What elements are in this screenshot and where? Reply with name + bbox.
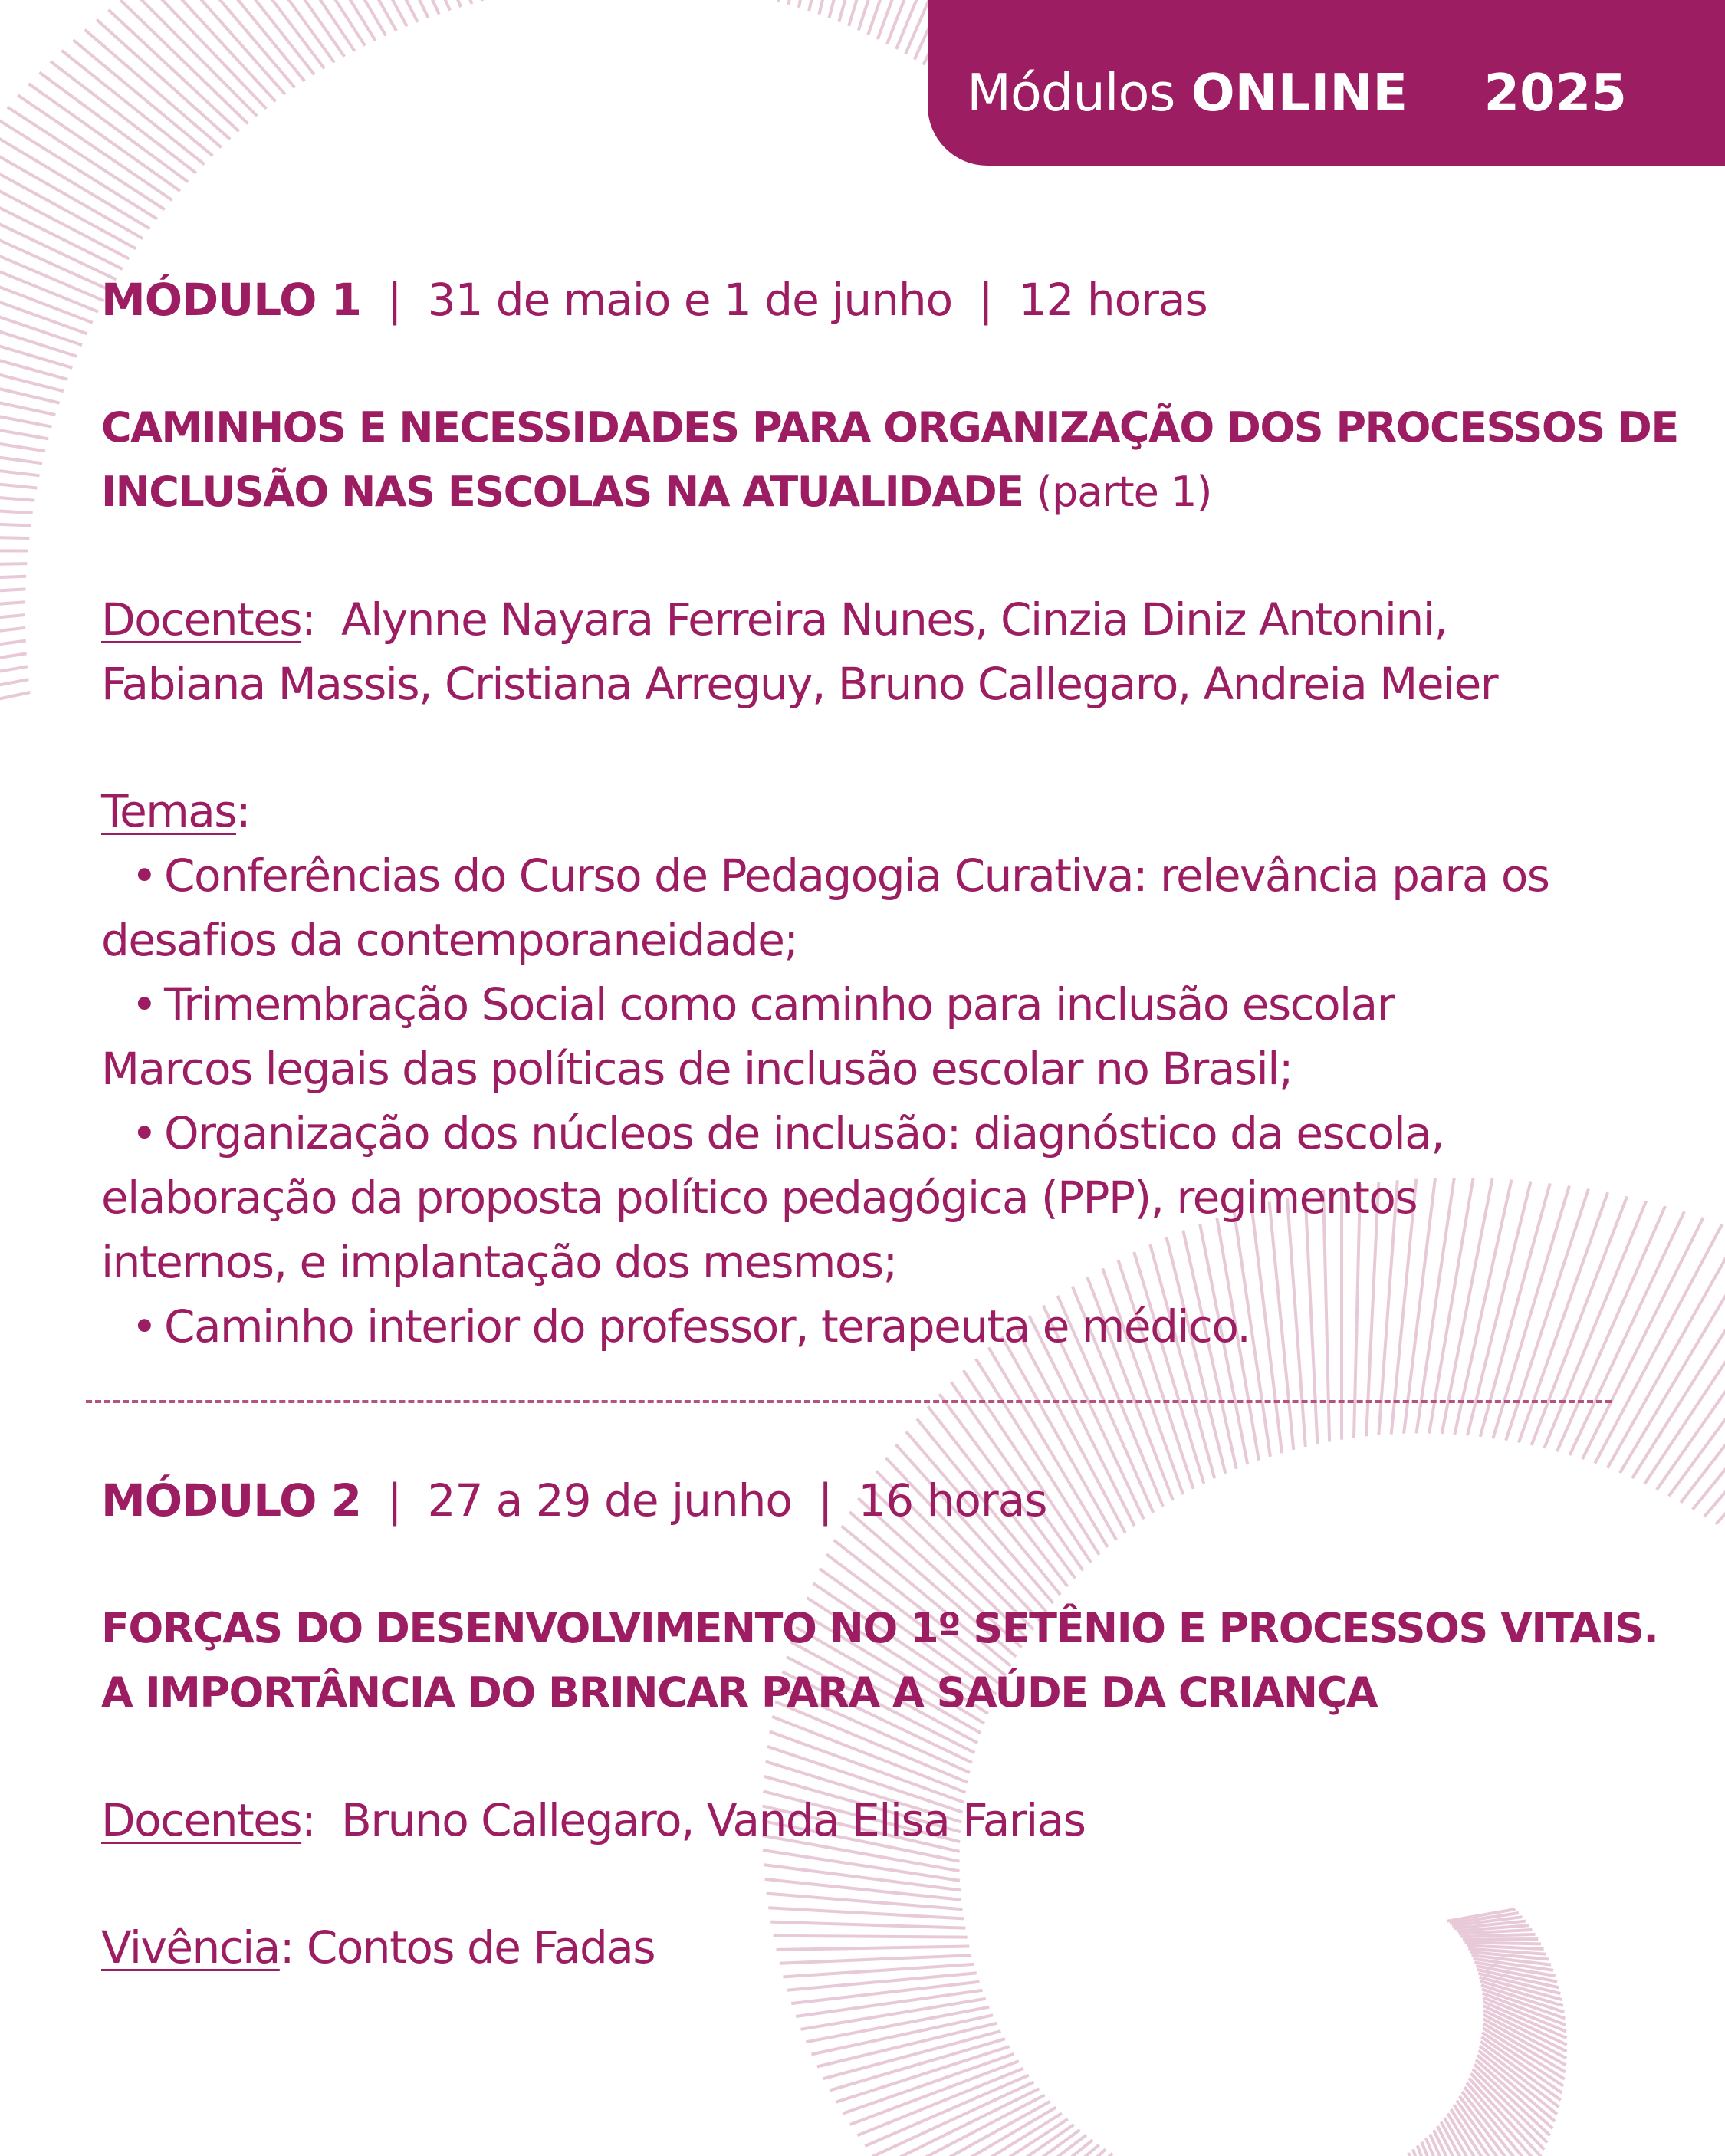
tema-2-line-2: Marcos legais das políticas de inclusão escolar no Brasil; <box>101 1043 1293 1095</box>
decorative-ray <box>317 0 396 31</box>
vivencia-label: Vivência <box>101 1921 280 1974</box>
module-1-docentes-line-1: Docentes: Alynne Nayara Ferreira Nunes, Cinzia Diniz Antonini, <box>101 593 1447 646</box>
tema-4-text: Caminho interior do professor, terapeuta e médico. <box>164 1300 1250 1352</box>
module-1-title-line-1: CAMINHOS E NECESSIDADES PARA ORGANIZAÇÃO DOS PROCESSOS DE <box>101 403 1678 452</box>
module-1-section <box>101 270 1678 1359</box>
tema-3-text: Organização dos núcleos de inclusão: diagnóstico da escola, <box>164 1107 1444 1159</box>
header-modulos: Módulos <box>967 63 1175 123</box>
decorative-ray <box>120 0 248 123</box>
tema-1-line-1 <box>101 843 1627 908</box>
tema-3-line-1 <box>101 1101 1627 1165</box>
tema-2-line-1 <box>101 972 1627 1037</box>
module-1-hours: 12 horas <box>1018 274 1208 326</box>
module-2-heading <box>101 1471 1627 1530</box>
decorative-ray <box>39 72 188 182</box>
decorative-ray <box>0 589 26 601</box>
decorative-ray <box>429 0 483 1</box>
separator: | <box>817 1474 833 1527</box>
decorative-ray <box>97 20 230 140</box>
decorative-ray <box>0 500 33 513</box>
decorative-ray <box>791 1982 979 2003</box>
module-2-docentes-names: Bruno Callegaro, Vanda Elisa Farias <box>341 1794 1086 1846</box>
module-2-title <box>101 1596 1658 1725</box>
module-1-docentes <box>101 587 1627 716</box>
module-2-section <box>101 1471 1658 1980</box>
decorative-ray <box>0 517 31 525</box>
decorative-ray <box>62 51 205 165</box>
decorative-ray <box>0 679 28 723</box>
module-1-temas <box>101 779 1627 1359</box>
decorative-ray <box>0 564 27 567</box>
docentes-label: Docentes <box>101 593 302 646</box>
decorative-ray <box>0 325 67 380</box>
tema-1-text: Conferências do Curso de Pedagogia Curativa: relevância para os <box>164 850 1549 902</box>
decorative-ray <box>0 577 26 585</box>
tema-1-line-2: desafios da contemporaneidade; <box>101 914 798 966</box>
module-1-title-suffix: (parte 1) <box>1036 468 1212 516</box>
module-1-title-line-2-text: INCLUSÃO NAS ESCOLAS NA ATUALIDADE <box>101 468 1024 516</box>
bullet-icon: • <box>131 978 156 1030</box>
tema-2-text: Trimembração Social como caminho para inclusão escolar <box>164 978 1395 1030</box>
decorative-ray <box>0 615 25 636</box>
decorative-ray <box>133 0 257 116</box>
section-divider <box>86 1400 1612 1403</box>
bullet-icon: • <box>131 1107 156 1159</box>
decorative-ray <box>109 10 239 132</box>
decorative-ray <box>415 0 472 4</box>
module-1-dates: 31 de maio e 1 de junho <box>427 274 953 326</box>
module-2-title-line-1: FORÇAS DO DESENVOLVIMENTO NO 1º SETÊNIO E PROCESSOS VITAIS. <box>101 1604 1658 1652</box>
module-2-vivencia: Vivência: Contos de Fadas <box>101 1921 656 1974</box>
tema-4-line-1 <box>101 1294 1627 1359</box>
module-2-hours: 16 horas <box>858 1474 1047 1527</box>
tema-3-line-3: internos, e implantação dos mesmos; <box>101 1236 897 1288</box>
header-year: 2025 <box>1484 63 1627 123</box>
decorative-ray <box>51 61 196 173</box>
module-1-title-line-2 <box>101 460 1627 524</box>
bullet-icon: • <box>131 1300 156 1352</box>
header-online: ONLINE <box>1191 63 1408 123</box>
decorative-ray <box>961 2140 1092 2156</box>
decorative-ray <box>0 692 30 740</box>
header-banner <box>928 0 1725 166</box>
decorative-ray <box>73 40 212 156</box>
decorative-ray <box>0 169 129 259</box>
docentes-names-1: Alynne Nayara Ferreira Nunes, Cinzia Diniz Antonini, <box>341 593 1447 646</box>
decorative-ray <box>0 182 123 269</box>
separator: | <box>387 274 402 326</box>
module-2-title-line-2: A IMPORTÂNCIA DO BRINCAR PARA A SAÚDE DA CRIANÇA <box>101 1668 1378 1717</box>
decorative-ray <box>0 666 28 705</box>
decorative-ray <box>823 2031 1001 2079</box>
module-1-title <box>101 396 1678 524</box>
docentes-names-2: Fabiana Massis, Cristiana Arreguy, Bruno Callegaro, Andreia Meier <box>101 658 1498 710</box>
decorative-ray <box>85 30 222 148</box>
header-title <box>967 63 1627 123</box>
docentes-label: Docentes <box>101 1794 302 1846</box>
temas-label: Temas <box>101 785 237 837</box>
decorative-ray <box>0 386 52 426</box>
separator: | <box>387 1474 402 1527</box>
module-2-vivencia-text: Contos de Fadas <box>306 1921 656 1974</box>
module-2-label: MÓDULO 2 <box>101 1474 362 1527</box>
module-1-heading <box>101 270 1627 330</box>
decorative-ray <box>0 144 143 239</box>
module-2-docentes: Docentes: Bruno Callegaro, Vanda Elisa Farias <box>101 1794 1086 1846</box>
module-1-label: MÓDULO 1 <box>101 274 362 326</box>
bullet-icon: • <box>131 850 156 902</box>
separator: | <box>978 274 993 326</box>
module-2-dates: 27 a 29 de junho <box>427 1474 792 1527</box>
temas-heading: Temas: <box>101 785 251 837</box>
tema-3-line-2: elaboração da proposta político pedagógica (PPP), regimentos <box>101 1172 1418 1224</box>
decorative-ray <box>0 534 29 538</box>
